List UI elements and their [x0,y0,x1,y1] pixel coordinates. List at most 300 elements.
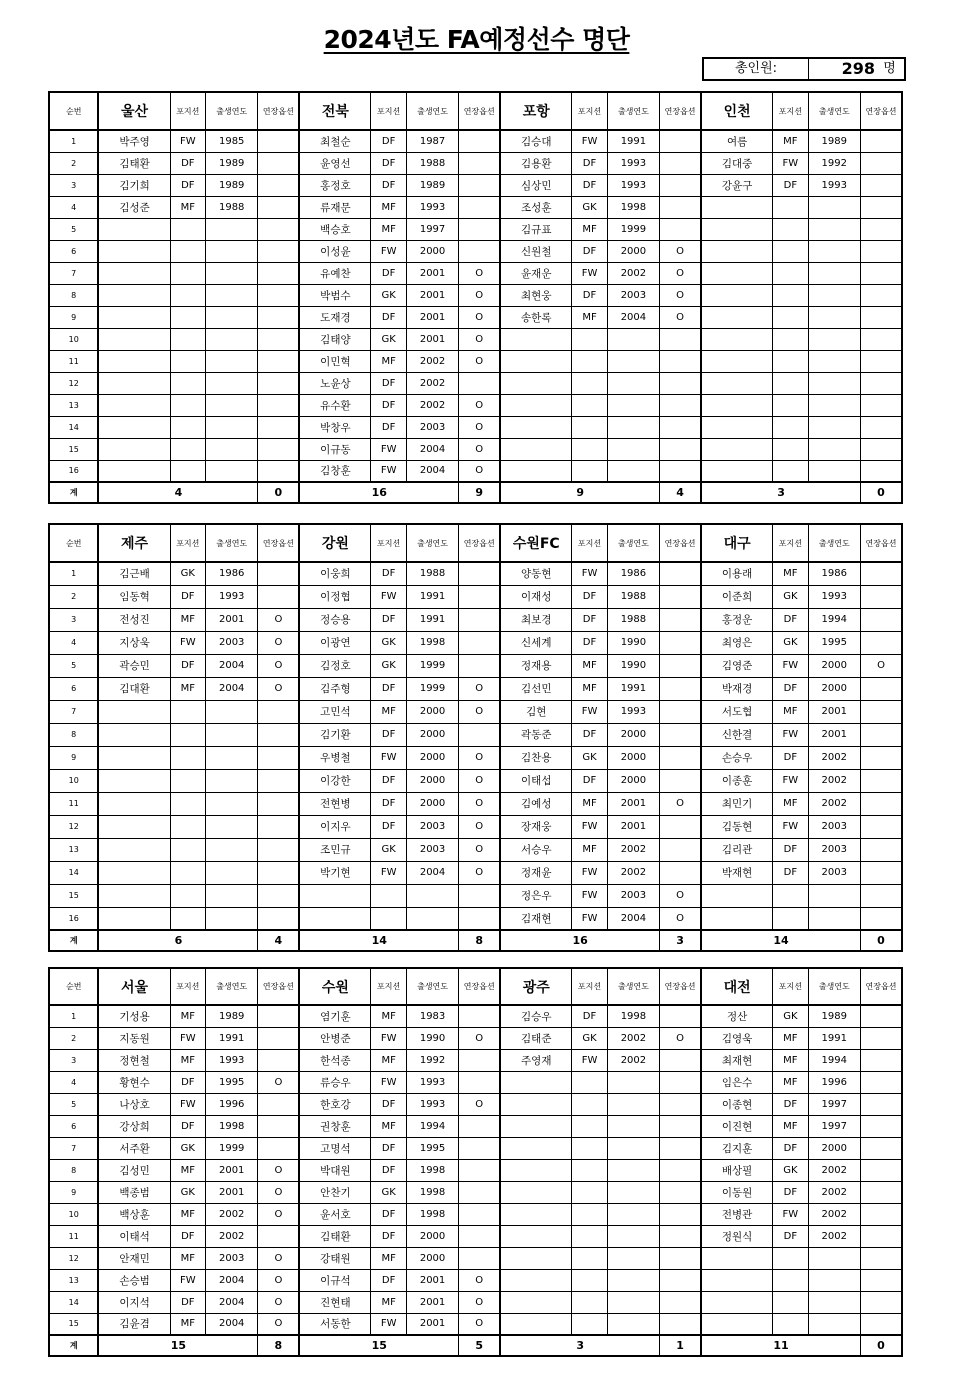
player-name: 윤재운 [500,262,572,284]
player-extension [660,1137,701,1159]
player-extension [258,328,299,350]
player-birth-year: 2002 [808,1159,860,1181]
player-extension: O [258,1181,299,1203]
player-birth-year: 2002 [808,792,860,815]
row-index: 6 [49,677,98,700]
player-extension: O [660,240,701,262]
player-position: DF [572,631,607,654]
player-name [98,328,170,350]
player-extension [258,438,299,460]
player-extension [660,769,701,792]
player-birth-year [607,1115,659,1137]
player-extension [861,1093,902,1115]
player-position [572,438,607,460]
player-name [500,1181,572,1203]
player-birth-year: 1991 [607,677,659,700]
player-extension [660,1093,701,1115]
player-extension: O [258,1071,299,1093]
player-name [701,350,773,372]
player-name [500,416,572,438]
player-birth-year: 1997 [406,218,458,240]
player-name: 서주환 [98,1137,170,1159]
player-birth-year: 1999 [205,1137,257,1159]
position-header: 포지션 [170,524,205,562]
player-birth-year: 2003 [205,1247,257,1269]
player-position: GK [773,585,808,608]
player-extension [258,152,299,174]
player-name: 최현웅 [500,284,572,306]
player-name [701,1247,773,1269]
row-index: 14 [49,416,98,438]
player-birth-year [808,328,860,350]
player-extension [258,218,299,240]
player-birth-year: 2003 [808,838,860,861]
player-name: 서도협 [701,700,773,723]
player-position: GK [572,1027,607,1049]
player-birth-year [205,438,257,460]
birth-year-header: 출생연도 [607,92,659,130]
player-position: GK [170,1137,205,1159]
player-position: FW [170,1093,205,1115]
total-label: 총인원: [704,59,809,79]
player-extension [258,174,299,196]
player-extension [258,861,299,884]
player-position [170,240,205,262]
player-position: GK [371,1181,406,1203]
position-header: 포지션 [371,968,406,1005]
player-extension [258,769,299,792]
player-position: DF [773,1181,808,1203]
player-extension: O [258,1159,299,1181]
player-name: 이민혁 [299,350,371,372]
player-extension [861,284,902,306]
table-row [49,174,902,196]
player-birth-year [205,372,257,394]
player-name: 정원식 [701,1225,773,1247]
player-extension [861,1181,902,1203]
player-birth-year: 2000 [406,1225,458,1247]
table-row [49,792,902,815]
row-index: 15 [49,1313,98,1335]
player-name [98,218,170,240]
player-position: FW [371,861,406,884]
player-name: 김승대 [500,130,572,152]
player-name [98,700,170,723]
row-index: 2 [49,1027,98,1049]
player-extension: O [459,350,500,372]
player-name: 임은수 [701,1071,773,1093]
player-name: 고명석 [299,1137,371,1159]
player-name: 김정호 [299,654,371,677]
row-index: 10 [49,769,98,792]
player-position: GK [371,838,406,861]
player-birth-year: 2003 [808,861,860,884]
table-row [49,328,902,350]
player-birth-year: 2000 [406,240,458,262]
player-name [500,1291,572,1313]
player-birth-year: 2003 [406,416,458,438]
position-header: 포지션 [371,524,406,562]
player-position [773,884,808,907]
player-name: 김예성 [500,792,572,815]
player-birth-year: 2003 [406,815,458,838]
player-name: 백승호 [299,218,371,240]
player-extension [861,700,902,723]
row-index: 10 [49,1203,98,1225]
player-position: DF [773,174,808,196]
player-position: MF [170,1247,205,1269]
club-extension-total: 0 [861,482,902,503]
player-extension [459,1203,500,1225]
player-name: 우병철 [299,746,371,769]
player-name [98,723,170,746]
player-extension [660,1291,701,1313]
player-position [572,1247,607,1269]
player-name [701,416,773,438]
club-extension-total: 4 [660,482,701,503]
table-row [49,1049,902,1071]
player-name: 김성민 [98,1159,170,1181]
player-name: 신세계 [500,631,572,654]
player-birth-year: 2004 [607,306,659,328]
player-name: 김주형 [299,677,371,700]
club-name: 포항 [500,92,572,130]
player-name: 홍정운 [701,608,773,631]
player-extension: O [258,1291,299,1313]
total-row [49,482,902,503]
birth-year-header: 출생연도 [205,968,257,1005]
player-position: DF [773,608,808,631]
index-header: 순번 [49,524,98,562]
player-position: GK [170,562,205,585]
club-player-total: 11 [701,1335,860,1356]
row-index: 3 [49,1049,98,1071]
player-birth-year: 2004 [607,907,659,930]
player-position: GK [371,284,406,306]
player-birth-year: 1991 [808,1027,860,1049]
player-birth-year [808,1291,860,1313]
player-name: 서승우 [500,838,572,861]
player-name [701,1291,773,1313]
player-position: FW [371,1027,406,1049]
player-position: MF [572,306,607,328]
player-extension [459,1181,500,1203]
club-name: 강원 [299,524,371,562]
player-birth-year: 1999 [406,677,458,700]
row-index: 4 [49,1071,98,1093]
player-extension [459,174,500,196]
table-row [49,1027,902,1049]
player-name: 김근배 [98,562,170,585]
player-position: FW [371,585,406,608]
player-name: 최재현 [701,1049,773,1071]
player-extension [258,838,299,861]
player-extension [459,1225,500,1247]
player-extension: O [258,1247,299,1269]
header-row [49,524,902,562]
player-birth-year [205,723,257,746]
player-position: MF [572,218,607,240]
player-birth-year: 2001 [406,284,458,306]
player-birth-year: 1993 [808,585,860,608]
player-birth-year: 1988 [607,585,659,608]
player-name: 유수환 [299,394,371,416]
player-position: GK [371,328,406,350]
player-position: DF [773,1093,808,1115]
club-player-total: 3 [500,1335,659,1356]
player-extension [459,608,500,631]
player-name [500,1093,572,1115]
player-extension: O [861,654,902,677]
player-position [773,284,808,306]
player-birth-year [808,438,860,460]
club-name: 수원FC [500,524,572,562]
player-extension [861,884,902,907]
player-birth-year: 1989 [808,1005,860,1027]
player-extension [660,1049,701,1071]
club-name: 대전 [701,968,773,1005]
row-index: 8 [49,723,98,746]
player-birth-year: 1990 [607,654,659,677]
player-position [170,416,205,438]
player-birth-year: 1998 [406,1181,458,1203]
player-birth-year: 2001 [808,700,860,723]
player-position [773,1269,808,1291]
player-position: FW [371,438,406,460]
player-extension [660,1225,701,1247]
player-name [98,372,170,394]
player-extension: O [660,907,701,930]
player-position [572,1093,607,1115]
player-name: 안재민 [98,1247,170,1269]
player-name: 이진현 [701,1115,773,1137]
player-birth-year: 1990 [607,631,659,654]
extension-header: 연장옵션 [660,92,701,130]
player-extension [861,1247,902,1269]
player-birth-year: 2002 [205,1203,257,1225]
player-birth-year [607,1313,659,1335]
player-position: MF [773,792,808,815]
player-name: 정재용 [500,654,572,677]
player-extension [861,1269,902,1291]
player-extension [459,1247,500,1269]
player-extension [258,1027,299,1049]
row-index: 6 [49,1115,98,1137]
player-extension: O [459,284,500,306]
player-name: 염기훈 [299,1005,371,1027]
club-player-total: 14 [299,930,458,951]
player-extension [660,1115,701,1137]
player-birth-year: 1993 [406,1071,458,1093]
player-name: 이종훈 [701,769,773,792]
player-name: 정현철 [98,1049,170,1071]
player-extension [660,1159,701,1181]
player-name [299,907,371,930]
player-position: GK [572,196,607,218]
player-extension: O [258,631,299,654]
total-row-label: 계 [49,482,98,503]
player-name [500,350,572,372]
player-name: 서동한 [299,1313,371,1335]
player-birth-year: 1998 [607,1005,659,1027]
row-index: 5 [49,218,98,240]
player-birth-year [205,907,257,930]
player-name: 안병준 [299,1027,371,1049]
player-extension: O [459,460,500,482]
player-name [701,328,773,350]
player-name: 정은우 [500,884,572,907]
player-name [500,1269,572,1291]
total-unit: 명 [883,61,896,76]
player-name: 김대환 [98,677,170,700]
player-extension [861,723,902,746]
player-name: 김태준 [500,1027,572,1049]
player-birth-year [205,394,257,416]
player-extension: O [459,1291,500,1313]
player-extension [258,372,299,394]
table-row [49,700,902,723]
player-birth-year: 1995 [808,631,860,654]
player-birth-year: 2001 [205,608,257,631]
player-extension [459,585,500,608]
player-extension [459,1115,500,1137]
player-name [500,1115,572,1137]
club-name: 인천 [701,92,773,130]
player-name [98,416,170,438]
player-name: 이동원 [701,1181,773,1203]
extension-header: 연장옵션 [459,524,500,562]
player-position: DF [170,1225,205,1247]
player-extension [258,815,299,838]
extension-header: 연장옵션 [861,968,902,1005]
player-birth-year: 1993 [607,174,659,196]
player-birth-year: 2000 [808,654,860,677]
player-extension [258,884,299,907]
table-row [49,1181,902,1203]
player-position: GK [572,746,607,769]
total-count-box [702,57,906,81]
player-position [170,792,205,815]
player-name: 김기희 [98,174,170,196]
player-name [701,240,773,262]
player-position: MF [773,130,808,152]
player-extension [660,815,701,838]
player-extension: O [459,677,500,700]
player-extension [660,130,701,152]
position-header: 포지션 [773,968,808,1005]
player-birth-year [205,328,257,350]
player-position: MF [170,1203,205,1225]
player-birth-year [205,815,257,838]
player-birth-year [205,416,257,438]
player-name: 임동혁 [98,585,170,608]
player-name [500,372,572,394]
index-header: 순번 [49,92,98,130]
player-name: 김태환 [98,152,170,174]
player-name [98,306,170,328]
birth-year-header: 출생연도 [607,524,659,562]
player-birth-year: 1993 [406,1093,458,1115]
player-name: 곽동준 [500,723,572,746]
player-extension [660,174,701,196]
player-extension [258,1093,299,1115]
total-value: 298 [841,59,875,78]
player-birth-year [406,907,458,930]
player-name: 이준희 [701,585,773,608]
club-name: 제주 [98,524,170,562]
table-row [49,1115,902,1137]
player-position [170,884,205,907]
table-row [49,815,902,838]
player-position: DF [371,1269,406,1291]
player-position [572,350,607,372]
player-birth-year: 1994 [808,1049,860,1071]
player-extension [258,700,299,723]
player-birth-year: 2000 [406,723,458,746]
player-name: 홍정호 [299,174,371,196]
index-header: 순번 [49,968,98,1005]
player-birth-year: 1989 [205,174,257,196]
player-extension [258,907,299,930]
player-birth-year: 1995 [406,1137,458,1159]
player-extension [660,677,701,700]
row-index: 6 [49,240,98,262]
player-extension [660,394,701,416]
player-position [773,1291,808,1313]
player-position [170,746,205,769]
player-position: DF [170,152,205,174]
player-position: DF [371,562,406,585]
player-position: DF [572,608,607,631]
player-extension: O [660,284,701,306]
player-name: 이태섭 [500,769,572,792]
player-extension [660,196,701,218]
player-position [170,838,205,861]
player-extension [861,1071,902,1093]
player-birth-year: 2002 [406,372,458,394]
player-extension [459,654,500,677]
player-birth-year: 1994 [808,608,860,631]
player-name: 김태양 [299,328,371,350]
player-extension: O [459,769,500,792]
player-extension [459,907,500,930]
player-birth-year: 2000 [808,677,860,700]
player-position: MF [371,350,406,372]
player-birth-year: 1993 [406,196,458,218]
player-name: 최민기 [701,792,773,815]
player-position [773,460,808,482]
player-extension: O [459,700,500,723]
player-name: 강태원 [299,1247,371,1269]
player-extension [459,1159,500,1181]
player-position: DF [773,1225,808,1247]
table-row [49,218,902,240]
player-name: 박재현 [701,861,773,884]
extension-header: 연장옵션 [459,92,500,130]
player-position: DF [572,723,607,746]
player-name: 황현수 [98,1071,170,1093]
player-birth-year: 2002 [205,1225,257,1247]
player-position: GK [170,1181,205,1203]
player-extension [660,1269,701,1291]
player-position: DF [170,1291,205,1313]
player-name: 이웅희 [299,562,371,585]
player-name [500,1247,572,1269]
total-row [49,1335,902,1356]
club-name: 울산 [98,92,170,130]
player-position: DF [371,416,406,438]
player-birth-year: 1989 [205,1005,257,1027]
